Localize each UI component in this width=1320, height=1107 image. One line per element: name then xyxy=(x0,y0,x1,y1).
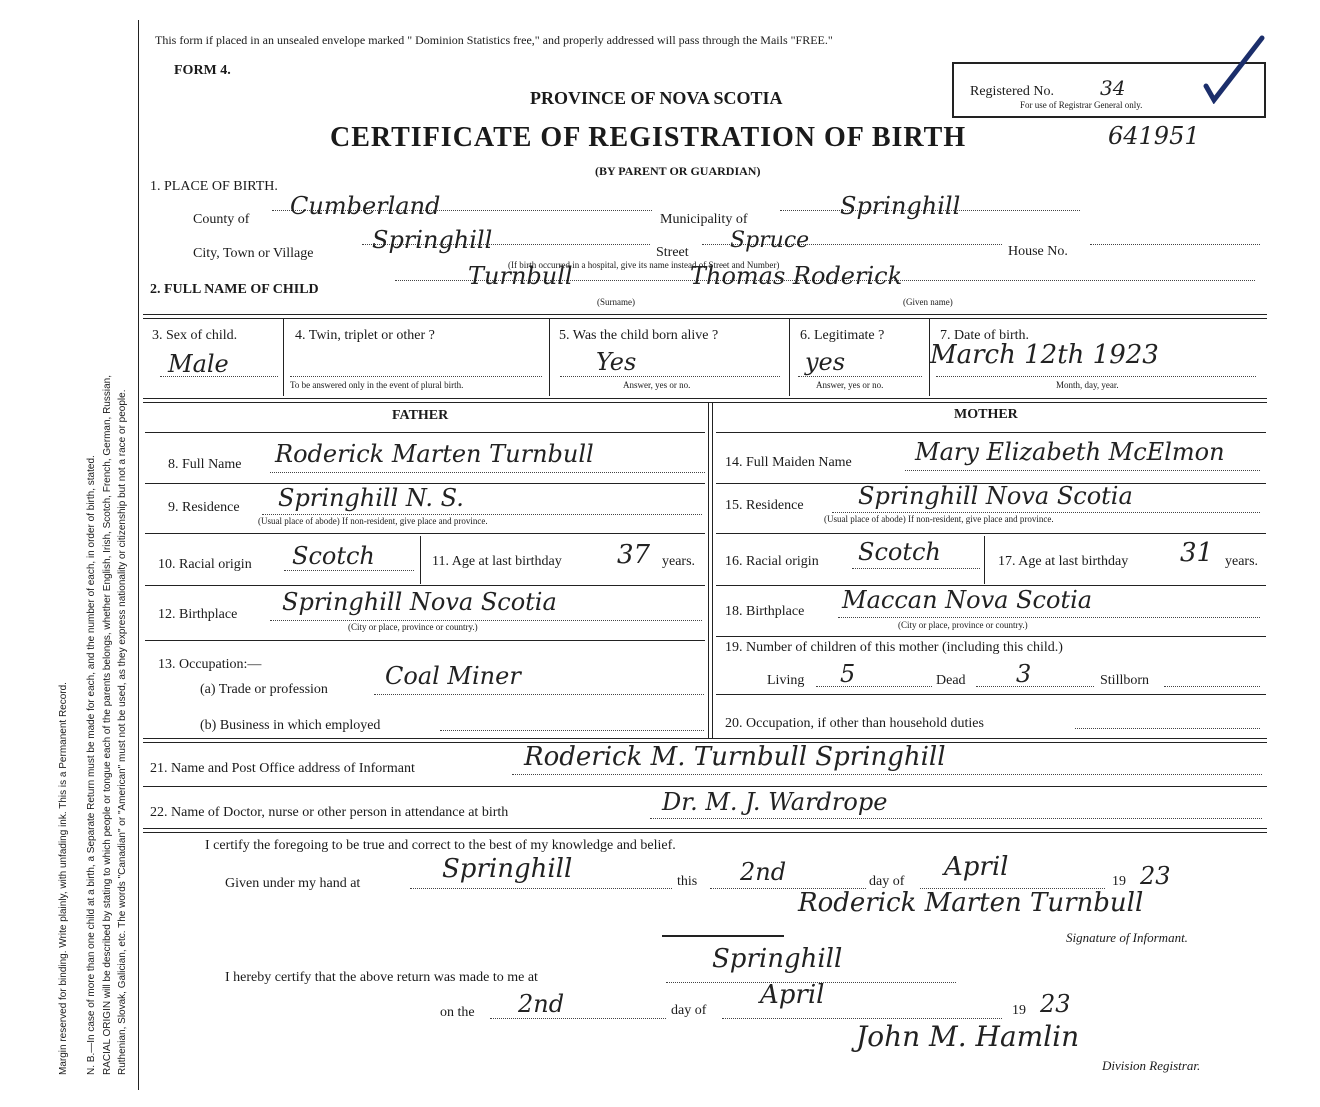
racial-note-2: Ruthenian, Slovak, Galician, etc. The words "Canadian" or "American" must not be used, as they express nationality or citizenship but not a race or people. xyxy=(117,389,128,1075)
business-label: (b) Business in which employed xyxy=(200,718,381,733)
trade-label: (a) Trade or profession xyxy=(200,682,328,697)
on-the-label: on the xyxy=(440,1005,475,1020)
father-heading: FATHER xyxy=(392,408,449,423)
this-label: this xyxy=(677,874,698,889)
mother-age: 31 xyxy=(1180,538,1214,568)
place-of-birth-heading: 1. PLACE OF BIRTH. xyxy=(150,179,278,194)
born-alive-caption: Answer, yes or no. xyxy=(623,380,691,390)
registrar-statement: I hereby certify that the above return was made to me at xyxy=(225,970,538,985)
form-number: FORM 4. xyxy=(174,63,231,78)
registrar-use-note: For use of Registrar General only. xyxy=(1020,100,1143,110)
county-label: County of xyxy=(193,212,250,227)
registered-value: 34 xyxy=(1100,76,1126,100)
father-residence: Springhill N. S. xyxy=(278,484,464,512)
mother-occupation-label: 20. Occupation, if other than household duties xyxy=(725,716,984,731)
father-residence-label: 9. Residence xyxy=(168,500,240,515)
racial-note-1: RACIAL ORIGIN will be described by stating to which people or tongue each of the parents belongs, whether English, Irish, Scotch, French, German, Russian, xyxy=(102,375,113,1075)
registrar-year: 23 xyxy=(1040,990,1071,1018)
registrar-caption: Division Registrar. xyxy=(1102,1058,1201,1073)
child-name-label: 2. FULL NAME OF CHILD xyxy=(150,282,319,297)
city-label: City, Town or Village xyxy=(193,246,314,261)
stillborn-label: Stillborn xyxy=(1100,673,1150,688)
mother-racial-label: 16. Racial origin xyxy=(725,554,819,569)
registrar-dayof-label: day of xyxy=(671,1003,707,1018)
binding-note: Margin reserved for binding. Write plainly, with unfading ink. This is a Permanent Record. xyxy=(58,682,69,1075)
margin-rule xyxy=(138,20,139,1090)
mail-notice: This form if placed in an unsealed envelope marked " Dominion Statistics free," and properly addressed will pass through the Mails "FREE." xyxy=(155,33,833,47)
dob-label: 7. Date of birth. xyxy=(940,328,1030,343)
registrar-day: 2nd xyxy=(518,990,565,1018)
children-count-label: 19. Number of children of this mother (including this child.) xyxy=(725,640,1063,655)
father-birthplace: Springhill Nova Scotia xyxy=(282,588,557,616)
father-birthplace-caption: (City or place, province or country.) xyxy=(348,622,478,632)
doctor-value: Dr. M. J. Wardrope xyxy=(662,788,888,816)
father-racial-label: 10. Racial origin xyxy=(158,557,252,572)
doctor-label: 22. Name of Doctor, nurse or other person in attendance at birth xyxy=(150,805,509,820)
twin-label: 4. Twin, triplet or other ? xyxy=(295,328,435,343)
trade-value: Coal Miner xyxy=(385,662,521,690)
given-day: 2nd xyxy=(740,858,787,886)
informant-signature: Roderick Marten Turnbull xyxy=(798,888,1144,918)
given-month: April xyxy=(944,852,1009,882)
certificate-number: 641951 xyxy=(1108,122,1200,150)
informant-signature-caption: Signature of Informant. xyxy=(1066,930,1188,945)
child-given-name: Thomas Roderick xyxy=(690,262,903,290)
father-name-label: 8. Full Name xyxy=(168,457,242,472)
born-alive-value: Yes xyxy=(596,348,637,376)
given-dayof-label: day of xyxy=(869,874,905,889)
house-number-label: House No. xyxy=(1008,244,1068,259)
legitimate-value: yes xyxy=(805,348,846,376)
informant-label: 21. Name and Post Office address of Informant xyxy=(150,761,415,776)
province-heading: PROVINCE OF NOVA SCOTIA xyxy=(530,88,783,108)
city-value: Springhill xyxy=(372,226,493,254)
nb-note: N. B.—In case of more than one child at a birth, a Separate Return must be made for each, and the number of each, in order of birth, stated. xyxy=(86,455,97,1075)
given-under-label: Given under my hand at xyxy=(225,876,361,891)
page-title: CERTIFICATE OF REGISTRATION OF BIRTH xyxy=(330,122,967,153)
legitimate-label: 6. Legitimate ? xyxy=(800,328,885,343)
born-alive-label: 5. Was the child born alive ? xyxy=(559,328,719,343)
father-residence-caption: (Usual place of abode) If non-resident, give place and province. xyxy=(258,516,488,526)
given-year-prefix: 19 xyxy=(1112,874,1126,889)
registrar-month: April xyxy=(760,980,825,1010)
mother-residence-caption: (Usual place of abode) If non-resident, give place and province. xyxy=(824,514,1054,524)
certify-statement: I certify the foregoing to be true and correct to the best of my knowledge and belief. xyxy=(205,838,676,853)
margin-notes xyxy=(0,0,140,1107)
father-age-label: 11. Age at last birthday xyxy=(432,554,562,569)
registered-label: Registered No. xyxy=(970,84,1054,99)
father-age: 37 xyxy=(617,540,651,570)
sex-label: 3. Sex of child. xyxy=(152,328,238,343)
dead-label: Dead xyxy=(936,673,966,688)
subtitle: (BY PARENT OR GUARDIAN) xyxy=(595,164,761,178)
child-surname: Turnbull xyxy=(468,262,573,290)
mother-name: Mary Elizabeth McElmon xyxy=(915,438,1225,466)
father-birthplace-label: 12. Birthplace xyxy=(158,607,238,622)
mother-racial: Scotch xyxy=(858,538,941,566)
municipality-value: Springhill xyxy=(840,192,961,220)
checkmark-icon xyxy=(1200,34,1270,109)
father-name: Roderick Marten Turnbull xyxy=(275,440,594,468)
registrar-signature: John M. Hamlin xyxy=(856,1020,1080,1053)
municipality-label: Municipality of xyxy=(660,212,748,227)
living-value: 5 xyxy=(840,660,856,688)
registrar-place: Springhill xyxy=(712,944,843,974)
mother-name-label: 14. Full Maiden Name xyxy=(725,455,852,470)
street-value: Spruce xyxy=(730,228,810,253)
dob-value: March 12th 1923 xyxy=(930,340,1159,370)
father-years: years. xyxy=(662,554,696,569)
registrar-year-prefix: 19 xyxy=(1012,1003,1026,1018)
given-name-caption: (Given name) xyxy=(903,297,953,307)
living-label: Living xyxy=(767,673,805,688)
county-value: Cumberland xyxy=(290,192,441,220)
legitimate-caption: Answer, yes or no. xyxy=(816,380,884,390)
sex-value: Male xyxy=(168,350,229,378)
surname-caption: (Surname) xyxy=(597,297,635,307)
dead-value: 3 xyxy=(1016,660,1032,688)
mother-birthplace-label: 18. Birthplace xyxy=(725,604,805,619)
dob-caption: Month, day, year. xyxy=(1056,380,1119,390)
mother-heading: MOTHER xyxy=(954,407,1018,422)
father-occupation-label: 13. Occupation:— xyxy=(158,657,262,672)
street-label: Street xyxy=(656,245,689,260)
mother-residence: Springhill Nova Scotia xyxy=(858,482,1133,510)
mother-birthplace: Maccan Nova Scotia xyxy=(842,586,1093,614)
mother-birthplace-caption: (City or place, province or country.) xyxy=(898,620,1028,630)
twin-note: To be answered only in the event of plural birth. xyxy=(290,380,464,390)
father-racial: Scotch xyxy=(292,542,375,570)
informant-value: Roderick M. Turnbull Springhill xyxy=(524,742,946,772)
given-place: Springhill xyxy=(442,854,573,884)
mother-residence-label: 15. Residence xyxy=(725,498,804,513)
given-year: 23 xyxy=(1140,862,1171,890)
mother-age-label: 17. Age at last birthday xyxy=(998,554,1129,569)
mother-years: years. xyxy=(1225,554,1259,569)
hospital-note: (If birth occurred in a hospital, give its name instead of Street and Number) xyxy=(508,260,780,270)
